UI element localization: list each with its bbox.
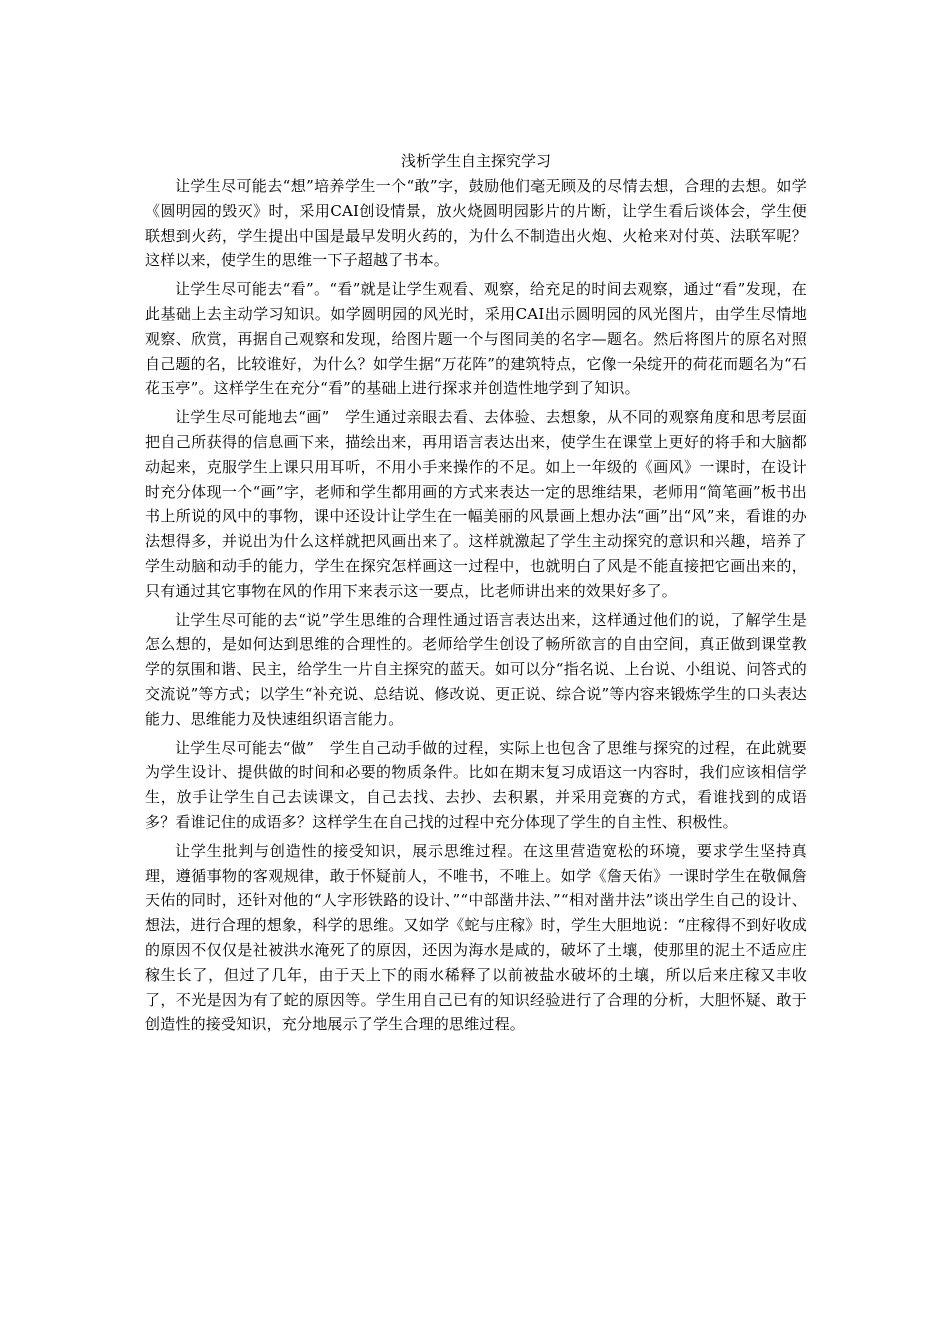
- paragraph-do: 让学生尽可能去“做” 学生自己动手做的过程，实际上也包含了思维与探究的过程，在此就要为学生设计、提供做的时间和必要的物质条件。比如在期末复习成语这一内容时，我们应该相信学生，放手让学生自己去读课文，自己去找、去抄、去积累，并采用竞赛的方式，看谁找到的成语多？看谁记住的成语多？这样学生在自己找的过程中充分体现了学生的自主性、积极性。: [145, 738, 807, 831]
- paragraph-speak: 让学生尽可能的去“说”学生思维的合理性通过语言表达出来，这样通过他们的说，了解学生是怎么想的，是如何达到思维的合理性的。老师给学生创设了畅所欲言的自由空间，真正做到课堂教学的氛围和谐、民主，给学生一片自主探究的蓝天。如可以分“指名说、上台说、小组说、问答式的交流说”等方式；以学生“补充说、总结说、修改说、更正说、综合说”等内容来锻炼学生的口头表达能力、思维能力及快速组织语言能力。: [145, 610, 808, 728]
- paragraph-draw: 让学生尽可能地去“画” 学生通过亲眼去看、去体验、去想象，从不同的观察角度和思考层面把自己所获得的信息画下来，描绘出来，再用语言表达出来，使学生在课堂上更好的将手和大脑都动起来，克服学生上课只用耳听，不用小手来操作的不足。如上一年级的《画风》一课时，在设计时充分体现一个“画”字，老师和学生都用画的方式来表达一定的思维结果，老师用“简笔画”板书出书上所说的风中的事物，课中还设计让学生在一幅美丽的风景画上想办法“画”出“风”来，看谁的办法想得多，并说出为什么这样就把风画出来了。这样就激起了学生主动探究的意识和兴趣，培养了学生动脑和动手的能力，学生在探究怎样画这一过程中，也就明白了风是不能直接把它画出来的，只有通过其它事物在风的作用下来表示这一要点，比老师讲出来的效果好多了。: [145, 408, 807, 600]
- paragraph-think: 让学生尽可能去“想”培养学生一个“敢”字，鼓励他们毫无顾及的尽情去想，合理的去想。如学《圆明园的毁灭》时，采用CAI创设情景，放火烧圆明园影片的片断，让学生看后谈体会，学生便联想到火药，学生提出中国是最早发明火药的，为什么不制造出火炮、火枪来对付英、法联军呢？这样以来，使学生的思维一下子超越了书本。: [145, 177, 807, 270]
- document-body: [145, 150, 807, 1041]
- document-title: 浅析学生自主探究学习: [400, 152, 551, 170]
- paragraph-critical-thinking: 让学生批判与创造性的接受知识，展示思维过程。在这里营造宽松的环境，要求学生坚持真理，遵循事物的客观规律，敢于怀疑前人，不唯书，不唯上。如学《詹天佑》一课时学生在敬佩詹天佑的同时，还针对他的“人字形铁路的设计、”“中部凿井法、”“相对凿井法”谈出学生自己的设计、想法，进行合理的想象，科学的思维。又如学《蛇与庄稼》时，学生大胆地说：“庄稼得不到好收成的原因不仅仅是社被洪水淹死了的原因，还因为海水是咸的，破坏了土壤，使那里的泥土不适应庄稼生长了，但过了几年，由于天上下的雨水稀释了以前被盐水破坏的土壤，所以后来庄稼又丰收了，不光是因为有了蛇的原因等。学生用自己已有的知识经验进行了合理的分析，大胆怀疑、敢于创造性的接受知识，充分地展示了学生合理的思维过程。: [145, 841, 807, 1034]
- paragraph-look: 让学生尽可能去“看”。“看”就是让学生观看、观察，给充足的时间去观察，通过“看”发现，在此基础上去主动学习知识。如学圆明园的风光时，采用CAI出示圆明园的风光图片，由学生尽情地观察、欣赏，再据自己观察和发现，给图片题一个与图同美的名字—题名。然后将图片的原名对照自己题的名，比较谁好，为什么？如学生据“万花阵”的建筑特点，它像一朵绽开的荷花而题名为“石花玉亭”。这样学生在充分“看”的基础上进行探求并创造性地学到了知识。: [145, 280, 808, 398]
